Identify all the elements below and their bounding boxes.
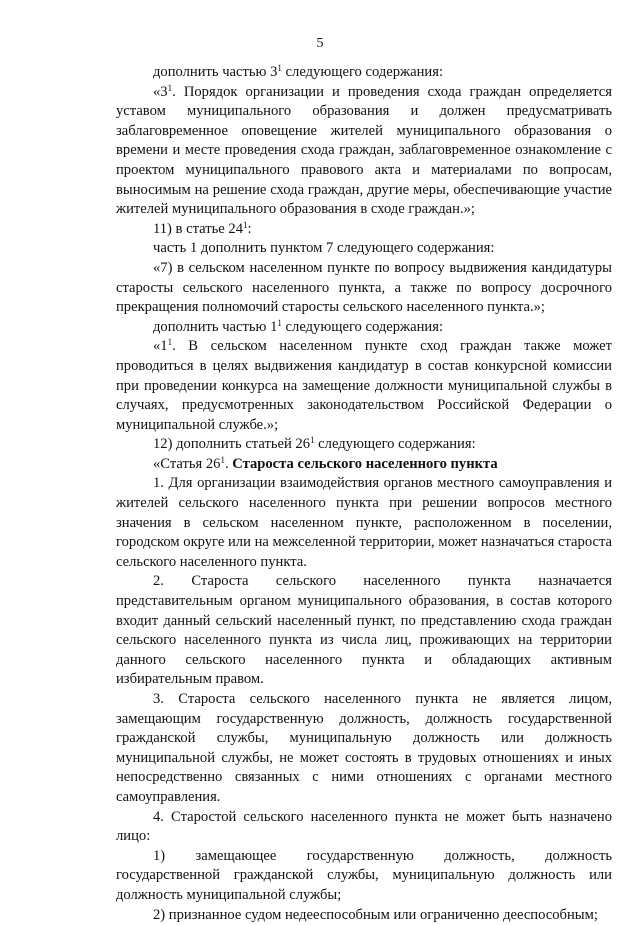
paragraph: 12) дополнить статьей $26^1$ следующего содержания: [153,435,476,453]
paragraph: «$1^1$. В сельском населенном пункте сход граждан также может проводиться в целях выдвижения кандидатур в состав конкурсной комиссии при проведении конкурса на замещение должности муниципальной службы в случаях, предусмотренных законодательством Российской Федерации о муниципальной службе.»; [116,337,612,433]
paragraph: 4. Старостой сельского населенного пункта не может быть назначено лицо: [116,808,612,845]
paragraph: дополнить частью $1^1$ следующего содержания: [153,317,444,335]
paragraph: «7) в сельском населенном пункте по вопросу выдвижения кандидатуры старосты сельского населенного пункта, а также по вопросу досрочного прекращения полномочий старосты сельского населенного пункта.»; [116,259,612,316]
paragraph: дополнить частью $3^1$ следующего содержания: [153,63,444,80]
article-heading: «Статья $26^1$. Староста сельского населенного пункта [153,454,498,472]
paragraph: «$3^1$. Порядок организации и проведения схода граждан определяется уставом муниципального образования и должен предусматривать заблаговременное оповещение жителей муниципального образования о времени и месте проведения схода граждан, заблаговременное ознакомление с проектом муниципального правового акта и материалами по вопросам, выносимым на решение схода граждан, другие меры, обеспечивающие участие жителей муниципального образования в сходе граждан.»; [116,82,612,218]
paragraph: 1) замещающее государственную должность, должность государственной гражданской службы, муниципальную должность или должность муниципальной службы; [116,847,612,903]
paragraph: часть 1 дополнить пунктом 7 следующего содержания: [153,240,495,257]
paragraph: 3. Староста сельского населенного пункта не является лицом, замещающим государственную должность, должность государственной гражданской службы, муниципальную должность или должность муниципальной службы, не может состоять в трудовых отношениях и иных непосредственно связанных с ними отношениях с органами местного самоуправления. [116,691,612,805]
paragraph: 2. Староста сельского населенного пункта назначается представительным органом муниципального образования, в состав которого входит данный сельский населенный пункт, по представлению схода граждан сельского населенного пункта из числа лиц, проживающих на территории данного сельского населенного пункта и обладающих активным избирательным правом. [116,573,612,688]
paragraph: 1. Для организации взаимодействия органов местного самоуправления и жителей сельского населенного пункта при решении вопросов местного значения в сельском населенном пункте, расположенном в поселении, городском округе или на межселенной территории, может назначаться староста сельского населенного пункта. [116,475,612,570]
page-number: 5 [316,36,324,51]
paragraph: 2) признанное судом недееспособным или ограниченно дееспособным; [153,906,598,923]
document-body [116,63,612,925]
paragraph: 11) в статье $24^1$: [153,219,252,237]
